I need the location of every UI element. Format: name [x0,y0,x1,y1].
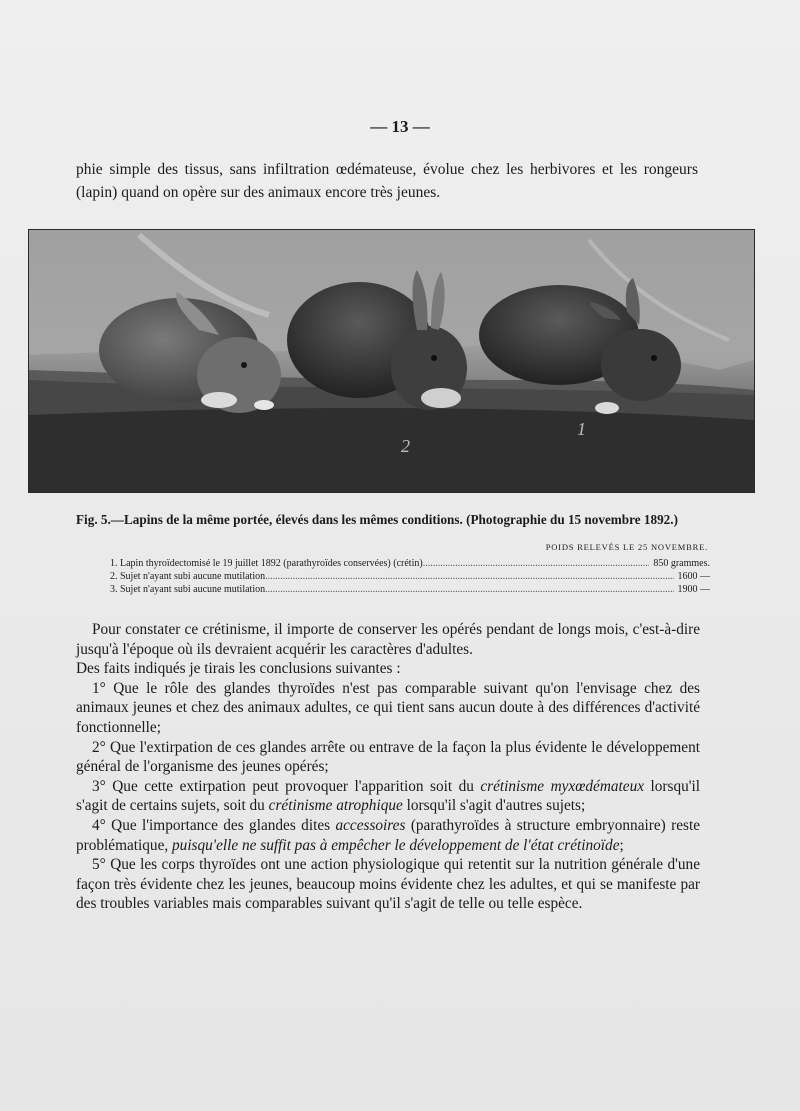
conclusion-1: 1° Que le rôle des glandes thyroïdes n'est pas comparable suivant qu'on l'envisage chez des animaux jeunes et chez des animaux adultes, ce qui tient sans aucun doute à des différences d'activité fonctionnelle; [76,679,700,736]
figure-label-2: 2 [401,436,410,456]
conclusion-3-text-b: lorsqu'il s'agit de certains sujets, soit du [76,777,701,815]
paragraph-cretinism: Pour constater ce crétinisme, il importe de conserver les opérés pendant de longs mois, c'est-à-dire jusqu'à l'époque où ils devraient acquérir les caractères d'adultes. [76,621,700,658]
table-row [110,571,710,584]
row-value: 1600 — [677,571,710,582]
table-row [110,558,710,571]
row-value: 1900 — [677,584,710,595]
conclusion-4-text-b: (parathyroïdes à structure embryonnaire) reste problématique, [76,816,700,854]
conclusion-3 [76,777,700,816]
rabbit-photograph [28,229,755,493]
conclusion-4-text-c: ; [619,836,624,854]
conclusion-5: 5° Que les corps thyroïdes ont une action physiologique qui retentit sur la nutrition générale d'une façon très évidente chez les jeunes, beaucoup moins évidente chez les adultes, et qui se manifeste par des troubles variables mais comparables suivant qu'il s'agit de telle ou telle espèce. [76,856,700,913]
row-leader-dots [265,571,673,582]
conclusion-3-emphasis-1: crétinisme myxœdémateux [480,777,645,795]
row-leader-dots [423,558,650,569]
figure-label-1: 1 [577,419,586,439]
conclusion-2: 2° Que l'extirpation de ces glandes arrête ou entrave de la façon la plus évidente le développement général de l'organisme des jeunes opérés; [76,738,700,776]
paragraph-conclusions-intro: Des faits indiqués je tirais les conclusions suivantes : [76,660,401,678]
body-text [76,620,700,914]
row-label: 1. Lapin thyroïdectomisé le 19 juillet 1892 (parathyroïdes conservées) (crétin) [110,558,423,569]
rabbit-photo-illustration [29,230,754,492]
intro-paragraph: phie simple des tissus, sans infiltration œdémateuse, évolue chez les herbivores et les rongeurs (lapin) quand on opère sur des animaux encore très jeunes. [76,161,698,201]
figure-caption: Fig. 5.—Lapins de la même portée, élevés dans les mêmes conditions. (Photographie du 15 novembre 1892.) [76,512,678,527]
table-row [110,584,710,597]
row-leader-dots [265,584,673,595]
conclusion-4-emphasis-1: accessoires [335,816,406,834]
conclusion-3-emphasis-2: crétinisme atrophique [268,797,403,815]
conclusion-4-text-a: 4° Que l'importance des glandes dites [92,816,336,834]
page-number: — 13 — [370,117,430,136]
row-label: 3. Sujet n'ayant subi aucune mutilation [110,584,266,595]
conclusion-4 [76,816,700,855]
table-header: POIDS RELEVÉS LE 25 NOVEMBRE. [545,542,708,552]
row-label: 2. Sujet n'ayant subi aucune mutilation [110,571,266,582]
conclusion-3-text-c: lorsqu'il s'agit d'autres sujets; [402,797,586,815]
conclusion-4-emphasis-2: puisqu'elle ne suffit pas à empêcher le développement de l'état crétinoïde [172,836,620,854]
row-value: 850 grammes. [653,558,710,569]
conclusion-3-text-a: 3° Que cette extirpation peut provoquer l'apparition soit du [92,777,481,795]
